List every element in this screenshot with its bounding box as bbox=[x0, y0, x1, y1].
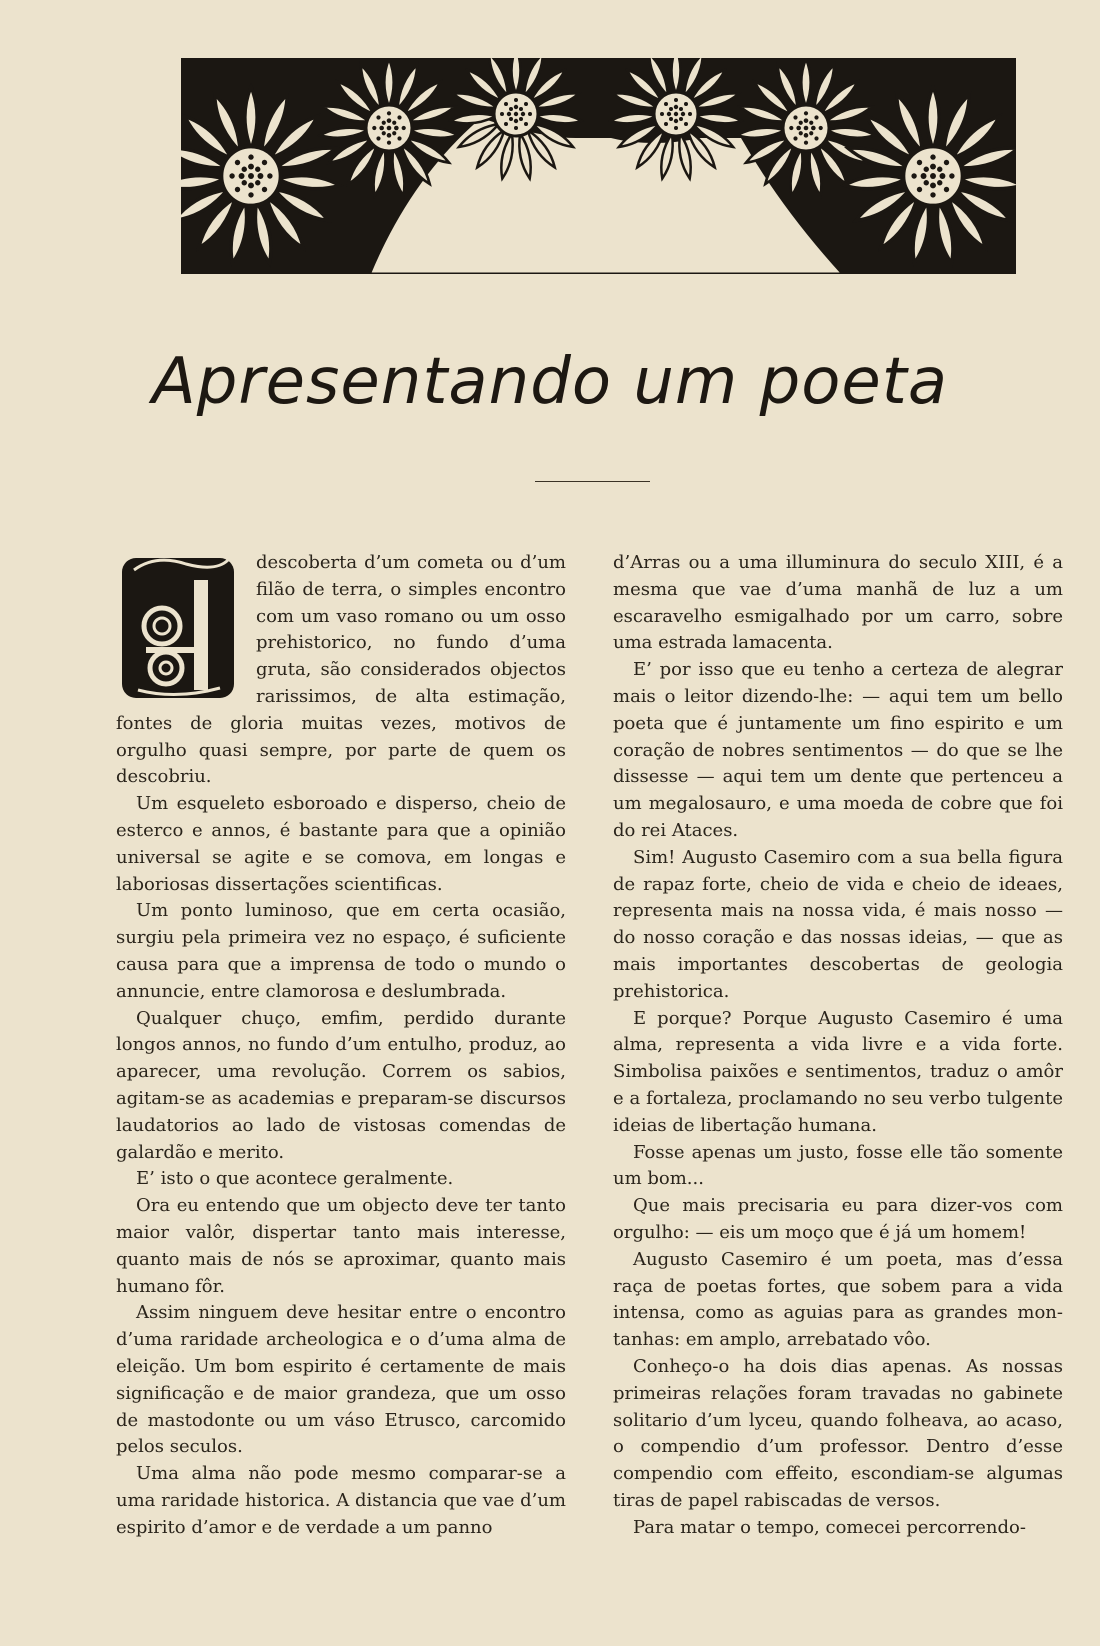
left-column bbox=[116, 550, 566, 1541]
sunflower-banner-icon bbox=[181, 58, 1016, 274]
paragraph: E’ por isso que eu tenho a certeza de alegrar mais o leitor dizendo-lhe: — aqui tem um bello poeta que é juntamente um fino espirito e um coração de nobres sentimentos — do que se lhe dissesse — aqui tem um dente que pertenceu a um megalosauro, e uma moeda de cobre que foi do rei Ataces. bbox=[613, 659, 1063, 841]
paragraph: Um ponto luminoso, que em certa ocasião, surgiu pela primeira vez no espaço, é suficiente causa para que a imprensa de todo o mundo o annuncie, entre clamorosa e deslumbrada. bbox=[116, 900, 566, 1002]
paragraph: E’ isto o que acontece geralmente. bbox=[136, 1168, 454, 1190]
paragraph: Ora eu entendo que um objecto deve ter tanto maior valôr, dispertar tanto mais interesse, quanto mais de nós se aproximar, quanto mais humano fôr. bbox=[116, 1195, 566, 1297]
article-title: Apresentando um poeta bbox=[151, 345, 949, 419]
paragraph: Qualquer chuço, emfim, perdido durante longos annos, no fundo d’um entulho, produz, ao aparecer, uma revolução. Correm os sabios, agitam-se as academias e preparam-se discursos laudatorios ao lado de vistosas comendas de galardão e merito. bbox=[116, 1007, 566, 1163]
paragraph: d’Arras ou a uma illuminura do seculo XIII, é a mesma que vae d’uma manhã de luz a um escaravelho esmigalhado por um carro, sobre uma estrada lamacenta. bbox=[613, 552, 1063, 654]
paragraph: Assim ninguem deve hesitar entre o encontro d’uma raridade archeologica e o d’uma alma de eleição. Um bom espirito é certamente de mais significação e de maior grandeza, que um osso de mastodonte ou um váso Etrusco, carcomido pelos seculos. bbox=[116, 1302, 566, 1458]
paragraph: descoberta d’um cometa ou d’um filão de terra, o simples encontro com um vaso romano ou um osso prehistorico, no fundo d’uma gruta, são considerados objectos rarissimos, de alta estimação, fontes de gloria muitas vezes, motivos de orgulho quasi sempre, por parte de quem os descobriu. bbox=[116, 552, 566, 788]
paragraph: Que mais precisaria eu para dizer-vos com orgulho: — eis um moço que é já um homem! bbox=[613, 1195, 1063, 1243]
paragraph: Conheço-o ha dois dias apenas. As nossas primeiras relações foram travadas no gabinete solitario d’um lyceu, quando folheava, ao acaso, o compendio d’um professor. Dentro d’esse compendio com effeito, escondiam-se algumas tiras de papel rabiscadas de versos. bbox=[613, 1355, 1063, 1511]
paragraph: E porque? Porque Augusto Casemiro é uma alma, representa a vida livre e a vida forte. Simbolisa paixões e sentimentos, traduz o amôr e a fortaleza, proclamando no seu verbo tulgente ideias de libertação humana. bbox=[613, 1007, 1063, 1136]
paragraph: Fosse apenas um justo, fosse elle tão somente um bom... bbox=[613, 1141, 1063, 1190]
right-column bbox=[613, 550, 1063, 1541]
paragraph: Uma alma não pode mesmo comparar-se a uma raridade historica. A distancia que vae d’um espirito d’amor e de verdade a um panno bbox=[116, 1463, 566, 1538]
paragraph: Para matar o tempo, comecei percorrendo- bbox=[633, 1516, 1026, 1538]
paragraph: Um esqueleto esboroado e disperso, cheio de esterco e annos, é bastante para que a opinião universal se agite e se comova, em longas e laboriosas dissertações scientificas. bbox=[116, 793, 566, 895]
paragraph: Augusto Casemiro é um poeta, mas d’essa raça de poetas fortes, que sobem para a vida intensa, como as aguias para as grandes montanhas: em amplo, arrebatado vôo. bbox=[613, 1248, 1063, 1351]
title-divider bbox=[535, 481, 650, 482]
paragraph: Sim! Augusto Casemiro com a sua bella figura de rapaz forte, cheio de vida e cheio de ideaes, representa mais na nossa vida, é mais nosso — do nosso coração e das nossas ideias, — que as mais importantes descobertas de geologia prehistorica. bbox=[613, 846, 1063, 1002]
dropcap-letter bbox=[116, 550, 240, 705]
